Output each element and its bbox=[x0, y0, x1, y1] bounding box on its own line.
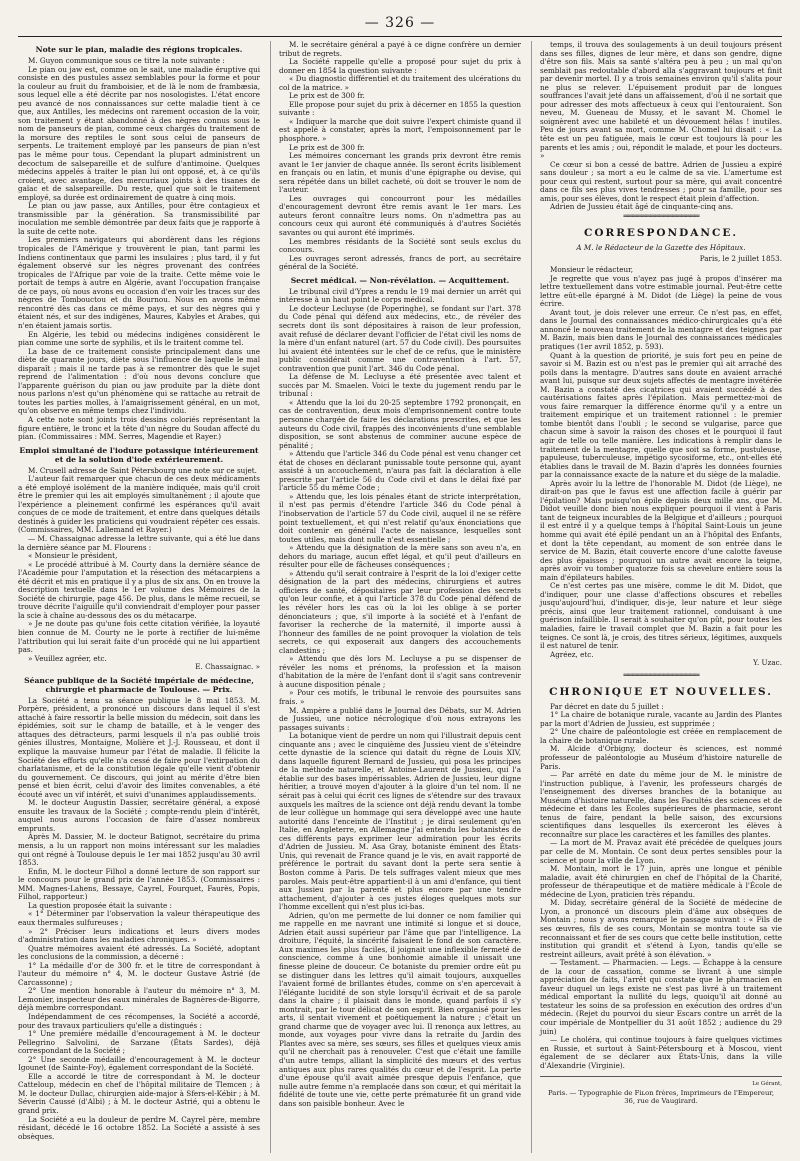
correspondence-address: A M. le Rédacteur de la Gazette des Hôpitaux. bbox=[576, 242, 746, 252]
article-body-jussieu-cont bbox=[540, 41, 782, 212]
paragraph: Ce n'est certes pas une misère, comme le dit M. Didot, que d'indiquer, pour une classe d'affections obscures et rebelles jusqu'aujourd'hui, d'indiquer, dis-je, leur nature et leur siège précis, ainsi que leur traitement rationnel, conduisant à une guérison infaillible. Il serait à souhaiter qu'on pût, pour toutes les maladies, faire le travail complet que M. Bazin a fait pour les teignes. Ce sont là, je crois, des titres sérieux, légitimes, auxquels il est naturel de tenir. bbox=[540, 581, 782, 651]
column-2 bbox=[270, 41, 521, 1153]
paragraph: » Je ne doute pas qu'une fois cette citation vérifiée, la loyauté bien connue de M. Courty ne le porte à rectifier de lui-même l'attribution qui lui serait faite d'un procédé qui ne lui appartient pas. bbox=[18, 619, 260, 655]
paragraph: » Attendu qu'il serait contraire à l'esprit de la loi d'exiger cette désignation de la part des médecins, chirurgiens et autres officiers de santé, dépositaires par leur profession des secrets qu'on leur confie, et à qui l'article 378 du Code pénal défend de les révéler hors les cas où la loi les oblige à se porter dénonciateurs ; que, s'il importe à la société et à l'enfant de favoriser la recherche de la maternité, il importe aussi à l'honneur des familles de ne point provoquer la violation de tels secrets, ce qui exposerait aux dangers des accouchements clandestins ; bbox=[279, 568, 521, 655]
paragraph: M. Montain, mort le 17 juin, après une longue et pénible maladie, avait été chirurgien en chef de l'hôpital de la Charité, professeur de thérapeutique et de matière médicale à l'École de médecine de Lyon, praticien très répandu. bbox=[540, 864, 782, 899]
paragraph: Monsieur le rédacteur, bbox=[550, 265, 634, 275]
article-body-toulouse bbox=[18, 697, 260, 1141]
paragraph: temps, il trouva des soulagements à un deuil toujours présent dans ses filles, dignes de leur mère, et dans son gendre, digne d'être son fils. Mais sa santé s'altéra peu à peu ; un mal qu'on semblait pas redoutable d'abord alla s'aggravant toujours et finit par devenir mortel. Il y a trois semaines environ qu'il s'alita pour ne plus se relever. L'épuisement produit par de longues souffrances l'avait jeté dans un affaissement, d'où il ne sortait que pour adresser des mots affectueux à ceux qui l'entouraient. Son neveu, M. Gueneau de Mussy, et le savant M. Chomel le soignèrent avec une habileté et un dévouement hélas ! inutiles. Peu de jours avant sa mort, comme M. Chomel lui disait : « La tête est un peu fatiguée, mais le cœur est toujours là pour les parents et les amis ; oui, répondit le malade, et pour les docteurs. » bbox=[540, 41, 782, 161]
signature-uzac: Y. Uzac. bbox=[753, 658, 782, 668]
signature-chassaignac: E. Chassaignac. » bbox=[195, 662, 260, 672]
paragraph: La question proposée était la suivante : bbox=[28, 900, 172, 910]
correspondence-date: Paris, le 2 juillet 1853. bbox=[699, 254, 782, 264]
paragraph: M. Crusell adresse de Saint Pétersbourg une note sur ce sujet. bbox=[28, 465, 257, 475]
page-number: — 326 — bbox=[364, 15, 436, 31]
paragraph: Ce cœur si bon a cessé de battre. Adrien de Jussieu a expiré sans douleur ; sa mort a eu le calme de sa vie. L'amertume est pour ceux qui restent, surtout pour sa mère, qui avait concentré dans ce fils ses plus vives tendresses ; pour sa famille, pour ses amis, pour ses élèves, dont le respect était plein d'affection. bbox=[540, 159, 782, 203]
paragraph: » Pour ces motifs, le tribunal le renvoie des poursuites sans frais. » bbox=[279, 688, 521, 707]
paragraph: — Le choléra, qui continue toujours à faire quelques victimes en Russie, et surtout à Saint-Pétersbourg et à Moscou, vient également de se déclarer aux États-Unis, dans la ville d'Alexandrie (Virginie). bbox=[540, 1035, 782, 1070]
paragraph: La défense de M. Lecluyse a été présentée avec talent et succès par M. Smaelen. Voici le texte du jugement rendu par le tribunal : bbox=[279, 372, 521, 399]
paragraph: La botanique vient de perdre un nom qui l'illustrait depuis cent cinquante ans ; avec le cinquième des Jussieu vient de s'éteindre cette dynastie de la science qui datait du règne de Louis XIV, dans laquelle figurent Bernard de Jussieu, qui posa les principes de la méthode naturelle, et Antoine-Laurent de Jussieu, qui l'a établie sur des bases impérissables. Adrien de Jussieu, leur digne héritier, a trouvé moyen d'ajouter à la gloire d'un tel nom. Il ne sérait pas à celui qui écrit ces lignes de s'étendre sur des travaux auxquels les maîtres de la science ont déjà rendu devant la tombe de leur collègue un hommage qui sera développé avec une haute autorité dans l'enceinte de l'Institut ; je dirai seulement qu'en Italie, en Angleterre, en Allemagne j'ai entendu les botanistes de ces différents pays exprimer leur admiration pour les écrits d'Adrien de Jussieu. M. Asa Gray, botaniste éminent des États-Unis, qui revenait de France quand je le vis, en avait rapporté de préférence le portrait du savant dont la perte sera sentie à Boston comme à Paris. De tels suffrages valent mieux que mes paroles. Mais peut-être appartient-il à un ami d'enfance, qui tient aux Jussieu par la parenté et plus encore par une tendre attachement, d'ajouter à ces justes éloges quelques mots sur l'homme excellent qui n'est plus ici-bas. bbox=[279, 731, 521, 912]
paragraph: « Du diagnostic différentiel et du traitement des ulcérations du col de la matrice. » bbox=[279, 74, 521, 92]
paragraph: » Attendu que la désignation de la mère sans son aveu n'a, en dehors du mariage, aucun effet légal, et qu'il peut d'ailleurs en résulter pour elle de fâcheuses conséquences ; bbox=[279, 543, 521, 570]
correspondence-body bbox=[540, 266, 782, 659]
paragraph: M. Diday, secrétaire général de la Société de médecine de Lyon, a prononcé un discours plein d'âme aux obsèques de Montain ; nous y avons remarqué le passage suivant : « Fils de ses œuvres, fils de ses cours, Montain se montra toute sa vie reconnaissant et fier de ses cours que cette belle institution, cette institution qui grandit et s'étend à Lyon, tandis qu'elle se restreint ailleurs, avait prêté à son élévation. » bbox=[540, 898, 782, 959]
paragraph: En Algérie, les tebid ou médecins indigènes considèrent le pian comme une sorte de syphilis, et ils le traitent comme tel. bbox=[18, 329, 260, 348]
paragraph: Après M. Dassier, M. le docteur Batignot, secrétaire du prima mensis, a lu un rapport non moins intéressant sur les maladies qui ont régné à Toulouse depuis le 1er mai 1852 jusqu'au 30 avril 1853. bbox=[18, 832, 260, 868]
paragraph: Les ouvrages qui concourront pour les médailles d'encouragement devront être remis avant le 1er mars. Les auteurs feront connaître leurs noms. On n'admettra pas au concours ceux qui auront été communiqués à d'autres Sociétés savantes ou qui auront été imprimés. bbox=[279, 193, 521, 238]
paragraph: Le pian ou jaw passe, aux Antilles, pour être contagieux et transmissible par la génération. Sa transmissibilité par inoculation me semble démontrée par deux faits que je rapporte à la suite de cette note. bbox=[18, 201, 260, 236]
paragraph: Le tribunal civil d'Ypres a rendu le 19 mai dernier un arrêt qui intéresse à un haut point le corps médical. bbox=[279, 286, 521, 305]
paragraph: Le docteur Lecluyse (de Poperinghe), se fondant sur l'art. 378 du Code pénal qui défend aux médecins, etc., de révéler des secrets dont ils sont dépositaires à raison de leur profession, avait refusé de déclarer devant l'officier de l'état civil les noms de la mère d'un enfant naturel (art. 57 du Code civil). Des poursuites lui avaient été intentées sur le chef de ce refus, que le ministère public considérait comme une contravention à l'art. 57, contravention que punit l'art. 346 du Code pénal. bbox=[279, 303, 521, 373]
paragraph: Quant à la question de priorité, je suis fort peu en peine de savoir si M. Bazin est ou n'est pas le premier qui ait arraché des poils dans la mentagre. D'autres sans doute en avaient arraché avant lui, puisque sur deux sujets affectés de mentagre invétérée M. Bazin a constaté des cicatrices qui avaient succédé à des cautérisations faites après l'épilation. Mais permettez-moi de vous faire remarquer la différence énorme qu'il y a entre un traitement empirique et un traitement rationnel : le premier tombe bientôt dans l'oubli ; le second se vulgarise, parce que chacun sime à savoir la raison des choses et le pourquoi il faut agir de telle ou telle manière. Les indications à remplir dans le traitement de la mentagre, quelle que soit sa forme, pustuleuse, papuleuse, tuberculeuse, impétigo sycosiforme, etc., ont-elles été établies dans le travail de M. Bazin d'après les données fournies par la connaissance exacte de la nature et du siège de la maladie. bbox=[540, 350, 782, 480]
article-body-pian bbox=[18, 57, 260, 442]
chronicle-body bbox=[540, 703, 782, 1071]
column-3 bbox=[531, 41, 782, 1153]
paragraph: — M. Chassaignac adresse la lettre suivante, qui a été lue dans la dernière séance par M. Flourens : bbox=[18, 533, 260, 552]
article-title-toulouse: Séance publique de la Société impériale de médecine, chirurgie et pharmacie de Toulouse. — Prix. bbox=[24, 675, 254, 694]
paragraph: » Attendu que dès lors M. Lecluyse a pu se dispenser de révéler les noms et prénoms, la profession et la maison d'habitation de la mère de l'enfant dont il s'agit sans contrevenir à aucune disposition pénale ; bbox=[279, 654, 521, 689]
chronicle-title: CHRONIQUE ET NOUVELLES. bbox=[549, 685, 773, 698]
paragraph: « Monsieur le président, bbox=[28, 551, 118, 561]
paragraph: Quatre mémoires avaient été adressés. La Société, adoptant les conclusions de la commission, a décerné : bbox=[18, 943, 260, 962]
paragraph: 2° Une chaire de paléontologie est créée en remplacement de la chaire de botanique rurale. bbox=[540, 727, 782, 745]
column-1 bbox=[18, 41, 260, 1153]
paragraph: La base de ce traitement consiste principalement dans une diète de quarante jours, diète sous l'influence de laquelle le mal disparaît ; mais il ne tarde pas à se remontrer dès que le sujet reprend de l'alimentation : d'où nous devons conclure que l'apparente guérison du pian ou jaw produite par la diète dont nous parlons n'est qu'un phénomène qui se rattache au retrait de toutes les parties molles, à l'amaigrissement général, en un mot, qu'on observe en même temps chez l'individu. bbox=[18, 346, 260, 416]
printer-footer bbox=[540, 1076, 782, 1106]
paragraph: Adrien de Jussieu était âgé de cinquante-cinq ans. bbox=[550, 202, 734, 212]
paragraph: M. le secrétaire général a payé à ce digne confrère un dernier tribut de regrets. bbox=[279, 41, 521, 58]
article-title-secret-medical: Secret médical. — Non-révélation. — Acquittement. bbox=[290, 275, 510, 285]
correspondence-title: CORRESPONDANCE. bbox=[583, 226, 739, 239]
paragraph: Adrien, qu'on me permette de lui donner ce nom familier qui me rappelle en me navrant une intimité si longue et si douce, Adrien était aussi supérieur par l'âme que par l'intelligence. La droiture, l'équité, la sincérité faisaient le fond de son caractère. Aux maximes les plus faciles, il joignait une inflexible fermeté de conscience, comme à une bonhomie aimable il unissait une finesse pleine de douceur. Ce botaniste du premier ordre eût pu se distinguer dans les lettres qu'il aimait toujours, auxquelles l'avaient formé de brillantes études, comme on s'en apercevait à l'élégante lucidité de son style lorsqu'il écrivait et de sa parole dans la chaire ; il plaisait dans le monde, quand parfois il s'y montrait, par le tour délicat de son esprit. Bien organisé pour les arts, il sentait vivement et poétiquement la nature ; c'était un grand charme que de voyager avec lui. Il renonça aux lettres, au monde, aux voyages pour vivre dans la retraite du Jardin des Plantes avec sa mère, ses sœurs, ses filles et quelques vieux amis qu'il ne cherchait pas à renouveler. C'est que c'était une famille d'un autre temps, alliant la simplicité des mœurs et des vertus antiques aux plus rares qualités du cœur et de l'esprit. La perte d'une épouse qu'il avait aimée presque depuis l'enfance, que nulle autre femme n'a remplacée dans son cœur, et qui méritait la fidélité de toute une vie, cette perte prématurée fit un grand vide dans son paisible bonheur. Avec le bbox=[279, 910, 521, 1108]
paragraph: » Attendu que, les lois pénales étant de stricte interprétation, il n'est pas permis d'étendre l'article 346 du Code pénal à l'inobservation de l'article 57 du Code civil, auquel il ne se réfère point textuellement, et qui n'est relatif qu'aux énonciations que doit contenir en général l'acte de naissance, lesquelles sont toutes utiles, mais dont nulle n'est essentielle ; bbox=[279, 491, 521, 544]
paragraph: Le prix est de 300 fr. bbox=[289, 91, 365, 101]
paragraph: 1° Une première médaille d'encouragement à M. le docteur Pellegrino Salvolini, de Sarzane (États Sardes), déjà correspondant de la Société ; bbox=[18, 1029, 260, 1056]
ornament-divider: ═════════════════ bbox=[623, 211, 699, 222]
paragraph: 2° Une mention honorable à l'auteur du mémoire n° 3, M. Lemonier, inspecteur des eaux minérales de Bagnères-de-Bigorre, déjà membre correspondant. bbox=[18, 986, 260, 1013]
paragraph: Les ouvrages seront adressés, francs de port, au secrétaire général de la Société. bbox=[279, 253, 521, 272]
paragraph: « Indiquer la marche que doit suivre l'expert chimiste quand il est appelé à constater, après la mort, l'empoisonnement par le phosphore. » bbox=[279, 116, 521, 144]
paragraph: Par décret en date du 5 juillet : bbox=[550, 701, 664, 711]
paragraph: » 2° Préciser leurs indications et leurs divers modes d'administration dans les maladies chroniques. » bbox=[18, 926, 260, 945]
paragraph: La Société a tenu sa séance publique le 8 mai 1853. M. Porpère, président, a prononcé un discours dans lequel il s'est attaché à faire ressortir la belle mission du médecin, soit dans les épidémies, soit sur le champ de bataille, et à le venger des attaques des détracteurs, parmi lesquels il n'a pas oublié trois génies illustres, Montaigne, Molière et J.-J. Rousseau, et dont il explique la mauvaise humeur par l'état de maladie. Il félicite la Société des efforts qu'elle n'a cessé de faire pour l'extirpation du charlatanisme, et de la constitution légale qu'elle vient d'obtenir du gouvernement. Ce discours, qui joint au mérite d'être bien pensé et bien écrit, celui d'avoir des limites convenables, a été écouté avec un vif intérêt, et suivi d'unanimes applaudissements. bbox=[18, 695, 260, 799]
paragraph: L'auteur fait remarquer que chacun de ces deux médicaments a été employé isolément de la manière indiquée, mais qu'il croit être le premier qui les ait employés simultanément ; il ajoute que l'expérience a pleinement confirmé les espérances qu'il avait conçues de ce mode de traitement, et entre dans quelques détails destinés à guider les praticiens qui voudraient répéter ces essais. (Commissaires, MM. Lallemand et Rayer.) bbox=[18, 474, 260, 535]
paragraph: « 1° Déterminer par l'observation la valeur thérapeutique des eaux thermales sulfureuses ; bbox=[18, 909, 260, 927]
paragraph: Elle propose pour sujet du prix à décerner en 1855 la question suivante : bbox=[279, 99, 521, 118]
paragraph: La Société a eu la douleur de perdre M. Cayrel père, membre résidant, décédé le 16 octobre 1852. La Société a assisté à ses obsèques. bbox=[18, 1114, 260, 1141]
article-title-iodure: Emploi simultané de l'iodure potassique intérieurement et de la solution d'iode extérieurement. bbox=[19, 445, 259, 464]
paragraph: Les membres résidants de la Société sont seuls exclus du concours. bbox=[279, 236, 521, 255]
paragraph: — La mort de M. Pravaz avait été précédée de quelques jours par celle de M. Montain. Ce sont deux pertes sensibles pour la science et pour la ville de Lyon. bbox=[540, 838, 782, 865]
paragraph: « Le procédé attribué à M. Courty dans la dernière séance de l'Académie pour l'amputation et la résection des métacarpiens a été décrit et mis en pratique il y a plus de six ans. On en trouve la description textuelle dans le 1er volume des Mémoires de la Société de chirurgie, page 456. De plus, dans le même recueil, se trouve décrite l'aiguille qu'il conviendrait d'employer pour passer la scie à chaîne au-dessous des os du métacarpe. bbox=[18, 559, 260, 620]
paragraph: — Par arrêté en date du même jour de M. le ministre de l'instruction publique, à l'avenir, les professeurs chargés de l'enseignement des diverses branches de la botanique au Muséum d'histoire naturelle, dans les Facultés des sciences et de médecine et dans les Écoles supérieures de pharmacie, seront tenus de faire, pendant la belle saison, des excursions scientifiques dans lesquelles ils exerceront les élèves à reconnaître sur place les caractères et les familles des plantes. bbox=[540, 770, 782, 839]
paragraph: Avant tout, je dois relever une erreur. Ce n'est pas, en effet, dans le Journal des connaissances médico-chirurgicales qu'a été annoncé le nouveau traitement de la mentagre et des teignes par M. Bazin, mais bien dans le Journal des connaissances médicales pratiques (1er avril 1852, p. 593). bbox=[540, 307, 782, 351]
paragraph: Enfin, M. le docteur Filhol a donné lecture de son rapport sur le concours pour le grand prix de l'année 1853. (Commissaires : MM. Magnes-Lahens, Bessaye, Cayrel, Fourquet, Faurès, Popis, Filhol, rapporteur.) bbox=[18, 866, 260, 902]
paragraph: 1° La chaire de botanique rurale, vacante au Jardin des Plantes par la mort d'Adrien de Jussieu, est supprimée ; bbox=[540, 710, 782, 728]
columns bbox=[18, 41, 782, 1153]
footer-gerant: Le Gérant, bbox=[752, 1081, 782, 1088]
paragraph: Agréez, etc. bbox=[550, 649, 594, 659]
paragraph: Le pian ou jaw est, comme on le sait, une maladie éruptive qui consiste en des pustules assez semblables pour la forme et pour la couleur au fruit du framboisier, et de là le nom de frambæsia, sous lequel elle a été décrite par nos nosologistes. L'état encore peu avancé de nos connaissances sur cette maladie tient à ce que, aux Antilles, les médecins ont rarement occasion de la voir, son traitement y étant abandonné à des nègres connus sous le nom de panseurs de pian, comme ceux chargés du traitement de la morsure des reptiles le sont sous celui de panseurs de serpents. Le traitement employé par les panseurs de pian n'est pas le même pour tous. Cependant la plupart administrent un decoctum de salsepareille et de sulfure d'antimoine. Quelques médecins appelés à traiter le pian lui ont opposé, et, à ce qu'ils croient, avec avantage, des mercuriaux joints à des tisanes de gaïac et de salsepareille. Du reste, quel que soit le traitement employé, sa durée est ordinairement de quatre à cinq mois. bbox=[18, 64, 260, 202]
ornament-divider-2: ═════════════════ bbox=[623, 670, 699, 681]
article-title-pian: Note sur le pian, maladie des régions tropicales. bbox=[35, 45, 243, 54]
article-body-secret-medical bbox=[279, 288, 521, 1109]
paragraph: M. Alcide d'Orbigny, docteur ès sciences, est nommé professeur de paléontologie au Muséum d'histoire naturelle de Paris. bbox=[540, 744, 782, 771]
paragraph: 1° La médaille d'or de 300 fr. et le titre de correspondant à l'auteur du mémoire n° 4, M. le docteur Gustave Astrié (de Carcassonne) ; bbox=[18, 960, 260, 987]
paragraph: M. Ampère a publié dans le Journal des Débats, sur M. Adrien de Jussieu, une notice nécrologique d'où nous extrayons les passages suivants : bbox=[279, 705, 521, 732]
paragraph: Les premiers navigateurs qui abordèrent dans les régions tropicales de l'Amérique y trouvèrent le pian, tant parmi les Indiens continentaux que parmi les insulaires ; plus tard, il y fut également observé sur les nègres provenant des contrées tropicales de l'Afrique par voie de la traite. Cette même voie le portait de temps à autre en Algérie, avant l'occupation française de ce pays, où nous avons eu occasion d'en voir les traces sur des nègres de Tombouctou et du Bournou. Nous en avons même rencontré dès cas dans ce même pays, et sur des nègres qui y étaient nés, et sur des indigènes, Maures, Kabyles et Arabes, qui n'en étaient jamais sortis. bbox=[18, 235, 260, 330]
paragraph: « Attendu que la loi du 20-25 septembre 1792 prononçait, en cas de contravention, deux mois d'emprisonnement contre toute personne chargée de faire les déclarations prescrites, et que les auteurs du Code civil, frappés des inconvénients d'une semblable disposition, se sont abstenus de comminer aucune espèce de pénalité ; bbox=[279, 397, 521, 450]
footer-printer-line: Paris. — Typographie de Fiʟon frères, Imprimeurs de l'Empereur, bbox=[548, 1088, 774, 1097]
paragraph: — Testament. — Pharmacien. — Legs. — Échappe à la censure de la cour de cassation, comme se livrant à une simple appréciation de faits, l'arrêt qui constate que le pharmacien en faveur duquel un legs existe ne s'est pas livré à un traitement médical emportant la nullité du legs, quoiqu'il ait donné au testateur les soins de sa profession en exécution des ordres d'un médecin. (Rejet du pourvoi du sieur Escars contre un arrêt de la cour impériale de Montpellier du 31 août 1852 ; audience du 29 juin) bbox=[540, 958, 782, 1036]
paragraph: Après avoir lu la lettre de l'honorable M. Didot (de Liège), ne dirait-on pas que le favus est une affection facile à guérir par l'épilation? Mais puisqu'on épile depuis deux mille ans, que M. Didot veuille donc bien nous expliquer pourquoi il vient à Paris tant de teigneux incurables de la Belgique et d'ailleurs ; pourquoi il est entré il y a quelque temps à l'hôpital Saint-Louis un jeune homme qui avait été épilé pendant un an à l'hôpital des Enfants, et dont la tête cependant, au moment de son entrée dans le service de M. Bazin, était couverte encore d'une calotte faveuse des plus épaisses ; pourquoi un autre avait encore la teigne, après avoir vu tomber quatorze fois sa chevelure entière sous la main d'épilateurs habiles. bbox=[540, 478, 782, 582]
paragraph: » Attendu que l'article 346 du Code pénal est venu changer cet état de choses en déclarant punissable toute personne qui, ayant assisté à un accouchement, n'aura pas fait la déclaration à elle prescrite par l'article 56 du Code civil et dans le délai fixé par l'article 55 du même Code ; bbox=[279, 449, 521, 493]
paragraph: M. le docteur Augustin Dassier, secrétaire général, a exposé ensuite les travaux de la Société ; compte-rendu plein d'intérêt, auquel nous aurons l'occasion de faire d'assez nombreux emprunts. bbox=[18, 798, 260, 833]
paragraph: Les mémoires concernant les grands prix devront être remis avant le 1er janvier de chaque année. Ils seront écrits lisiblement en français ou en latin, et munis d'une épigraphe ou devise, qui sera répétée dans un billet cacheté, où doit se trouver le nom de l'auteur. bbox=[279, 151, 521, 195]
paragraph: 2° Une seconde médaille d'encouragement à M. le docteur Igounet (de Sainte-Foy), également correspondant de la Société. bbox=[18, 1054, 260, 1073]
article-body-iodure bbox=[18, 467, 260, 664]
paragraph: » Veuillez agréer, etc. bbox=[28, 653, 107, 663]
paragraph: Elle a accordé le titre de correspondant à M. le docteur Catteloup, médecin en chef de l'hôpital militaire de Tlemcen ; à M. le docteur Dullac, chirurgien aide-major à Sfers-el-Kébir ; à M. Séverin Caussé (d'Albi) ; à M. le docteur Astrié, qui a obtenu le grand prix. bbox=[18, 1071, 260, 1115]
paragraph: Le prix est de 300 fr. bbox=[289, 142, 365, 152]
paragraph: La Société rappelle qu'elle a proposé pour sujet du prix à donner en 1854 la question suivante : bbox=[279, 57, 521, 75]
paragraph: Je regrette que vous n'ayez pas jugé à propos d'insérer ma lettre textuellement dans votre estimable journal. Peut-être cette lettre eût-elle épargné à M. Didot (de Liège) la peine de vous écrire. bbox=[540, 273, 782, 309]
paragraph: Indépendamment de ces récompenses, la Société a accordé, pour des travaux particuliers qu'elle a distingués : bbox=[18, 1011, 260, 1030]
paragraph: A cette note sont joints trois dessins coloriés représentant la figure entière, le tronc et la tête d'un nègre du Soudan affecté du pian. (Commissaires : MM. Serres, Magendie et Rayer.) bbox=[18, 414, 260, 442]
paragraph: M. Guyon communique sous ce titre la note suivante : bbox=[28, 56, 225, 65]
article-body-toulouse-cont bbox=[279, 41, 521, 272]
footer-address-line: 36, rue de Vaugirard. bbox=[624, 1097, 698, 1106]
top-rule bbox=[18, 36, 782, 37]
